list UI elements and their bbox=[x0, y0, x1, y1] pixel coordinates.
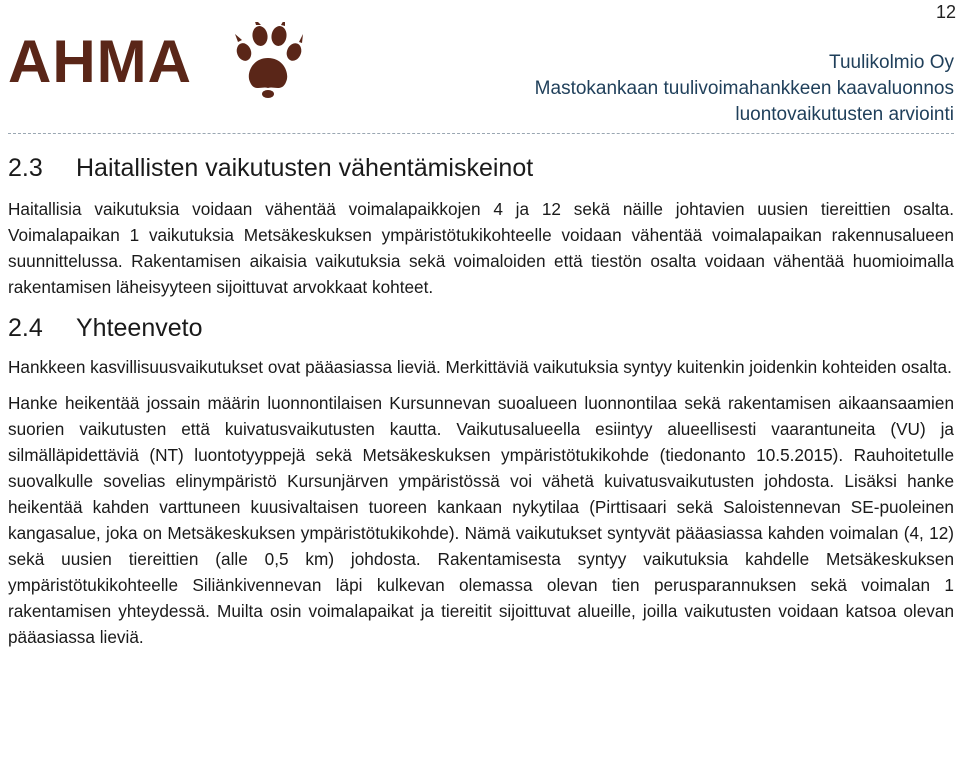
section-title: Yhteenveto bbox=[76, 314, 203, 342]
document-body bbox=[8, 146, 954, 650]
header-report: luontovaikutusten arviointi bbox=[735, 104, 954, 125]
section-heading-2-4 bbox=[8, 314, 954, 343]
ahma-logo bbox=[8, 22, 300, 102]
section-title: Haitallisten vaikutusten vähentämiskeinot bbox=[76, 154, 534, 182]
section-2-4-paragraph-1: Hankkeen kasvillisuusvaikutukset ovat pääasiassa lieviä. Merkittäviä vaikutuksia syntyy kuitenkin joidenkin kohteiden osalta. bbox=[8, 357, 952, 377]
logo-text: AHMA bbox=[8, 28, 192, 95]
header-company: Tuulikolmio Oy bbox=[829, 52, 954, 73]
section-2-4-paragraph-2: Hanke heikentää jossain määrin luonnontilaisen Kursunnevan suoalueen luonnontilaa sekä rakentamisen aikaansaamien suorien vaikutusten että kuivatusvaikutusten kautta. Vaikutusalueella esiintyy alueellisesti vaarantuneita (VU) ja silmälläpidettäviä (NT) luontotyyppejä sekä Metsäkeskuksen ympäristötukikohde (tiedonanto 10.5.2015). Rauhoitetulle suovalkulle sovelias elinympäristö Kursunjärven ympäristössä voi vähetä kuivatusvaikutusten johdosta. Lisäksi hanke heikentää kahden varttuneen kuusivaltaisen tuoreen kankaan nykytilaa (Pirttisaari sekä Saloistennevan SE-puoleinen kangasalue, joka on Metsäkeskuksen ympäristötukikohde). Nämä vaikutukset syntyvät pääasiassa kahden voimalan (4, 12) sekä uusien tiereittien (alle 0,5 km) johdosta. Rakentamisesta syntyy vaikutuksia kahdelle Metsäkeskuksen ympäristötukikohteelle Siliänkivennevan läpi kulkevan olemassa olevan tien perusparannuksen sekä voimalan 1 rakentamisen yhteydessä. Muilta osin voimalapaikat ja tiereitit sijoittuvat alueille, joilla vaikutusten voidaan katsoa olevan pääasiassa lieviä. bbox=[8, 393, 954, 647]
section-number: 2.3 bbox=[8, 154, 43, 182]
document-header bbox=[535, 50, 954, 128]
header-project: Mastokankaan tuulivoimahankkeen kaavaluonnos bbox=[534, 78, 954, 99]
section-number: 2.4 bbox=[8, 314, 43, 342]
section-heading-2-3 bbox=[8, 154, 954, 183]
header-divider bbox=[8, 133, 954, 134]
paw-print-icon bbox=[232, 22, 304, 100]
section-2-3-paragraph: Haitallisia vaikutuksia voidaan vähentää voimalapaikkojen 4 ja 12 sekä näille johtavien uusien tiereittien osalta. Voimalapaikan 1 vaikutuksia Metsäkeskuksen ympäristötukikohteelle voidaan vähentää voimalapaikan rakennusalueen suunnittelussa. Rakentamisen aikaisia vaikutuksia sekä voimaloiden että tiestön osalta voidaan vähentää huomioimalla rakentamisen läheisyyteen sijoittuvat arvokkaat kohteet. bbox=[8, 199, 954, 297]
page-number: 12 bbox=[935, 2, 956, 22]
